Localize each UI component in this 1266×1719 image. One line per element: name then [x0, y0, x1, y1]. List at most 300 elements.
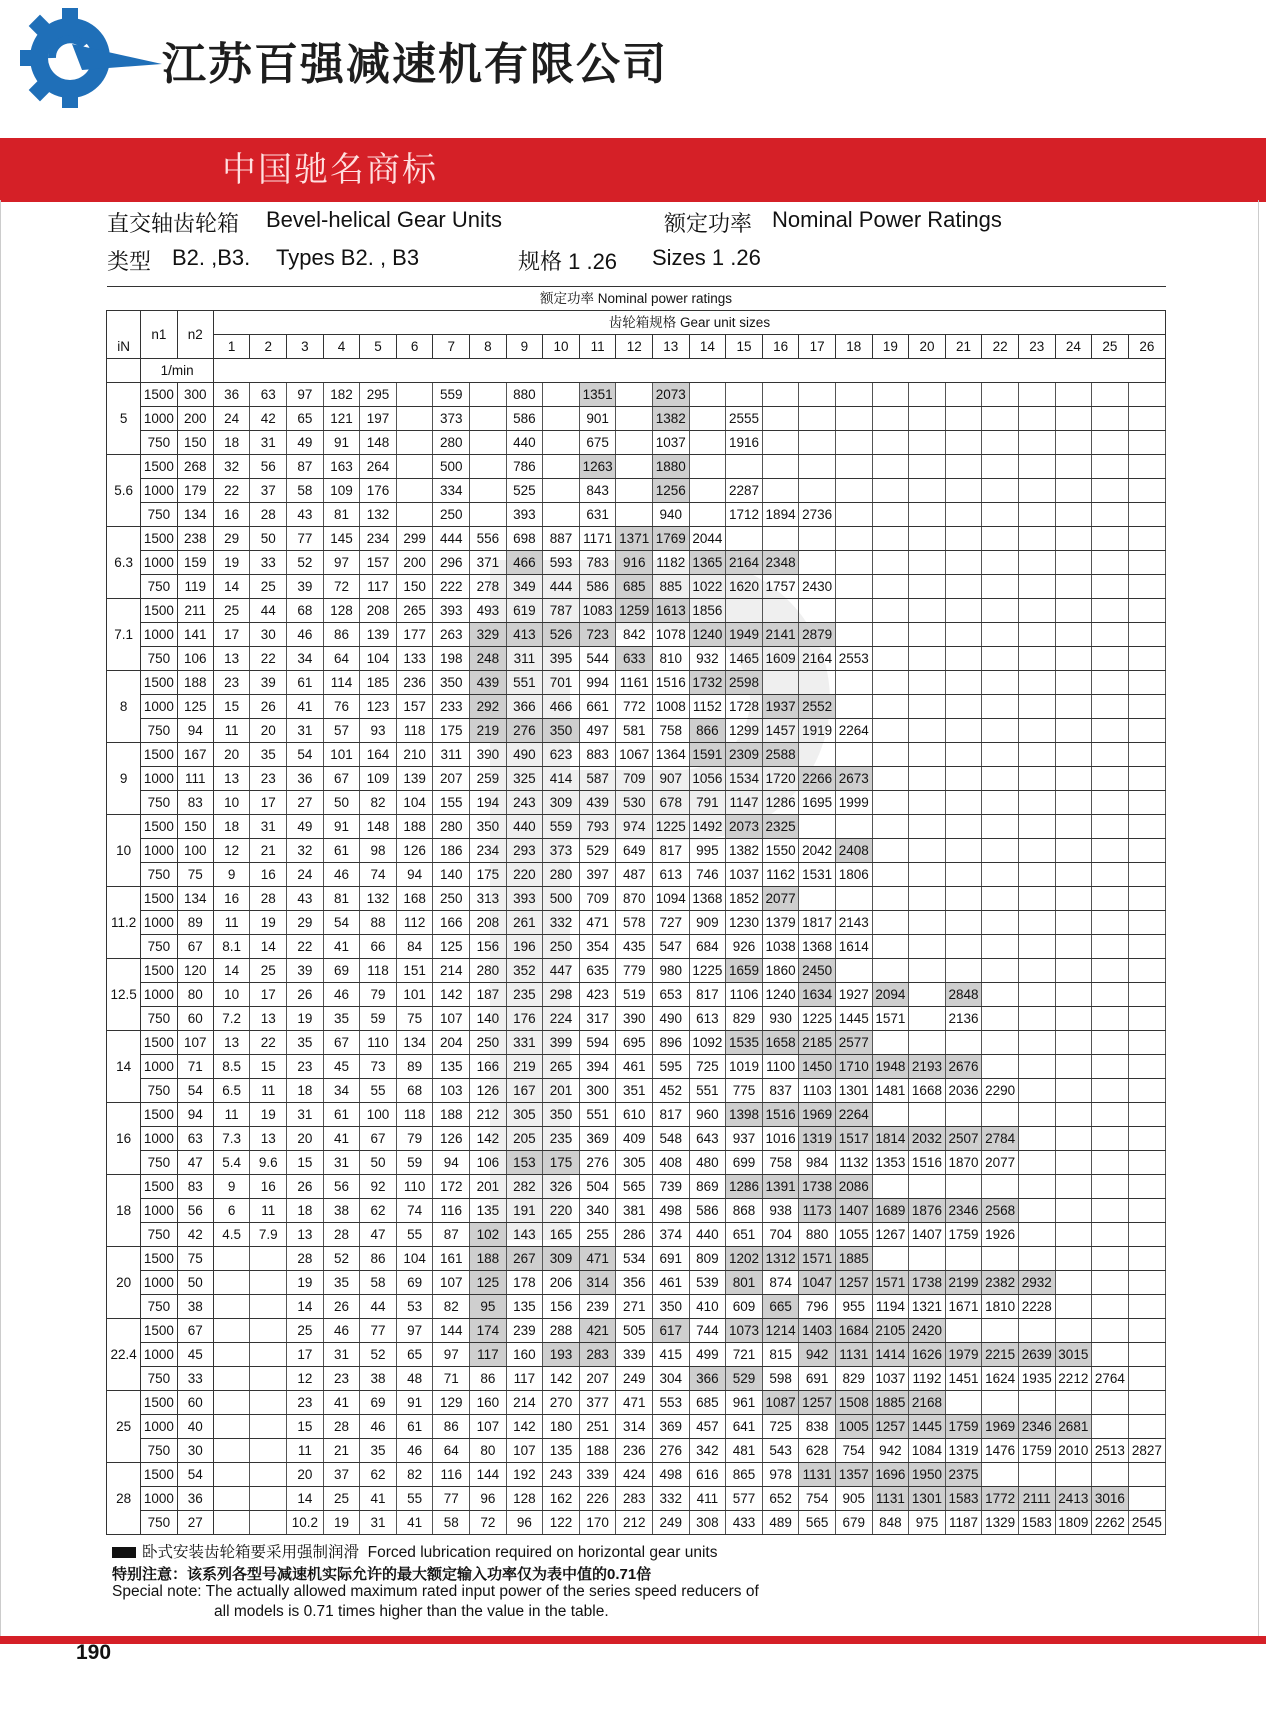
- value-cell: 907: [653, 767, 690, 791]
- table-row: [107, 719, 1166, 743]
- value-cell: 325: [506, 767, 543, 791]
- value-cell: 22: [287, 935, 324, 959]
- value-cell: 530: [616, 791, 653, 815]
- value-cell: 544: [579, 647, 616, 671]
- value-cell: [1092, 695, 1129, 719]
- value-cell: 1948: [872, 1055, 909, 1079]
- value-cell: [982, 383, 1019, 407]
- value-cell: 2168: [909, 1391, 946, 1415]
- value-cell: 67: [323, 1031, 360, 1055]
- table-row: [107, 1151, 1166, 1175]
- value-cell: [1055, 551, 1092, 575]
- value-cell: 721: [726, 1343, 763, 1367]
- value-cell: [1018, 1199, 1055, 1223]
- value-cell: 166: [433, 911, 470, 935]
- value-cell: [909, 743, 946, 767]
- value-cell: [1018, 1151, 1055, 1175]
- value-cell: [835, 815, 872, 839]
- value-cell: 439: [470, 671, 507, 695]
- value-cell: 2044: [689, 527, 726, 551]
- title-cn: 直交轴齿轮箱: [107, 211, 240, 236]
- value-cell: [1128, 935, 1165, 959]
- value-cell: [213, 1463, 250, 1487]
- table-row: [107, 671, 1166, 695]
- value-cell: 1769: [653, 527, 690, 551]
- value-cell: 97: [396, 1319, 433, 1343]
- value-cell: 109: [323, 479, 360, 503]
- value-cell: 37: [323, 1463, 360, 1487]
- value-cell: [1055, 863, 1092, 887]
- value-cell: 439: [579, 791, 616, 815]
- value-cell: 796: [799, 1295, 836, 1319]
- table-row: [107, 575, 1166, 599]
- value-cell: 61: [323, 839, 360, 863]
- value-cell: [909, 959, 946, 983]
- value-cell: 15: [287, 1151, 324, 1175]
- value-cell: [945, 959, 982, 983]
- value-cell: 116: [433, 1199, 470, 1223]
- value-cell: [799, 431, 836, 455]
- value-cell: 2141: [762, 623, 799, 647]
- value-cell: 377: [579, 1391, 616, 1415]
- value-cell: 2568: [982, 1199, 1019, 1223]
- value-cell: 1329: [982, 1511, 1019, 1535]
- value-cell: 30: [250, 623, 287, 647]
- value-cell: 163: [323, 455, 360, 479]
- value-cell: 1658: [762, 1031, 799, 1055]
- value-cell: 880: [799, 1223, 836, 1247]
- n2-cell: 107: [177, 1031, 213, 1055]
- value-cell: 1583: [945, 1487, 982, 1511]
- value-cell: [872, 863, 909, 887]
- value-cell: [689, 479, 726, 503]
- value-cell: 628: [799, 1439, 836, 1463]
- value-cell: 356: [616, 1271, 653, 1295]
- value-cell: [1128, 1199, 1165, 1223]
- n1-cell: 1500: [141, 671, 177, 695]
- value-cell: 1626: [909, 1343, 946, 1367]
- value-cell: 176: [506, 1007, 543, 1031]
- value-cell: 31: [250, 815, 287, 839]
- value-cell: 1225: [689, 959, 726, 983]
- n2-cell: 94: [177, 719, 213, 743]
- value-cell: 52: [360, 1343, 397, 1367]
- value-cell: [909, 407, 946, 431]
- value-cell: 1613: [653, 599, 690, 623]
- value-cell: 1055: [835, 1223, 872, 1247]
- value-cell: 2032: [909, 1127, 946, 1151]
- value-cell: 1022: [689, 575, 726, 599]
- value-cell: [1128, 983, 1165, 1007]
- n2-cell: 50: [177, 1271, 213, 1295]
- value-cell: 1457: [762, 719, 799, 743]
- value-cell: [1092, 791, 1129, 815]
- value-cell: [543, 431, 580, 455]
- value-cell: 82: [396, 1463, 433, 1487]
- value-cell: [945, 647, 982, 671]
- value-cell: 1073: [726, 1319, 763, 1343]
- value-cell: 29: [213, 527, 250, 551]
- value-cell: 551: [506, 671, 543, 695]
- value-cell: 88: [360, 911, 397, 935]
- value-cell: 661: [579, 695, 616, 719]
- value-cell: [835, 959, 872, 983]
- value-cell: 50: [323, 791, 360, 815]
- value-cell: [1128, 383, 1165, 407]
- value-cell: 1414: [872, 1343, 909, 1367]
- value-cell: 1391: [762, 1175, 799, 1199]
- value-cell: [1055, 383, 1092, 407]
- value-cell: 82: [433, 1295, 470, 1319]
- value-cell: 758: [653, 719, 690, 743]
- slogan-band: [0, 138, 1266, 202]
- size-header: 20: [909, 335, 946, 359]
- value-cell: 1684: [835, 1319, 872, 1343]
- value-cell: [909, 767, 946, 791]
- value-cell: 577: [726, 1487, 763, 1511]
- value-cell: [799, 527, 836, 551]
- value-cell: 155: [433, 791, 470, 815]
- value-cell: 2077: [982, 1151, 1019, 1175]
- value-cell: 142: [543, 1367, 580, 1391]
- value-cell: 374: [653, 1223, 690, 1247]
- value-cell: [872, 935, 909, 959]
- value-cell: 41: [323, 1391, 360, 1415]
- value-cell: 46: [323, 1319, 360, 1343]
- value-cell: 58: [360, 1271, 397, 1295]
- value-cell: 440: [689, 1223, 726, 1247]
- value-cell: 59: [360, 1007, 397, 1031]
- value-cell: 188: [579, 1439, 616, 1463]
- value-cell: [1018, 1079, 1055, 1103]
- value-cell: 148: [360, 815, 397, 839]
- value-cell: 9: [213, 863, 250, 887]
- ratio-cell: 5.6: [107, 455, 141, 527]
- value-cell: 613: [689, 1007, 726, 1031]
- value-cell: 1005: [835, 1415, 872, 1439]
- value-cell: [1092, 551, 1129, 575]
- value-cell: [799, 551, 836, 575]
- table-row: [107, 791, 1166, 815]
- value-cell: [872, 1247, 909, 1271]
- value-cell: 212: [470, 1103, 507, 1127]
- value-cell: [982, 1031, 1019, 1055]
- value-cell: 192: [506, 1463, 543, 1487]
- value-cell: 2185: [799, 1031, 836, 1055]
- value-cell: 1550: [762, 839, 799, 863]
- value-cell: 133: [396, 647, 433, 671]
- value-cell: [1092, 743, 1129, 767]
- value-cell: 298: [543, 983, 580, 1007]
- n1-cell: 750: [141, 935, 177, 959]
- value-cell: 67: [360, 1127, 397, 1151]
- value-cell: [909, 1031, 946, 1055]
- value-cell: 424: [616, 1463, 653, 1487]
- table-row: [107, 695, 1166, 719]
- size-header: 4: [323, 335, 360, 359]
- value-cell: 1876: [909, 1199, 946, 1223]
- size-header: 2: [250, 335, 287, 359]
- value-cell: [470, 407, 507, 431]
- value-cell: [1092, 647, 1129, 671]
- value-cell: 466: [506, 551, 543, 575]
- value-cell: 704: [762, 1223, 799, 1247]
- value-cell: [213, 1487, 250, 1511]
- n2-cell: 36: [177, 1487, 213, 1511]
- value-cell: 643: [689, 1127, 726, 1151]
- legend-note: [112, 1540, 717, 1562]
- n1-cell: 750: [141, 647, 177, 671]
- n1-cell: 1500: [141, 383, 177, 407]
- value-cell: [470, 455, 507, 479]
- n1-cell: 750: [141, 1511, 177, 1535]
- value-cell: [945, 1103, 982, 1127]
- value-cell: 1969: [982, 1415, 1019, 1439]
- value-cell: [1055, 575, 1092, 599]
- value-cell: 2513: [1092, 1439, 1129, 1463]
- value-cell: 23: [287, 1055, 324, 1079]
- value-cell: [1128, 503, 1165, 527]
- value-cell: 1321: [909, 1295, 946, 1319]
- value-cell: [909, 983, 946, 1007]
- value-cell: 292: [470, 695, 507, 719]
- value-cell: [1018, 959, 1055, 983]
- value-cell: 1382: [653, 407, 690, 431]
- value-cell: 1364: [653, 743, 690, 767]
- value-cell: [909, 719, 946, 743]
- value-cell: 293: [506, 839, 543, 863]
- value-cell: 1225: [653, 815, 690, 839]
- value-cell: [213, 1295, 250, 1319]
- value-cell: 13: [213, 1031, 250, 1055]
- n1-cell: 1500: [141, 599, 177, 623]
- value-cell: 526: [543, 623, 580, 647]
- value-cell: [872, 719, 909, 743]
- value-cell: 556: [470, 527, 507, 551]
- value-cell: 87: [433, 1223, 470, 1247]
- value-cell: 35: [250, 743, 287, 767]
- value-cell: 868: [726, 1199, 763, 1223]
- value-cell: 1240: [762, 983, 799, 1007]
- value-cell: [1018, 719, 1055, 743]
- value-cell: 1476: [982, 1439, 1019, 1463]
- value-cell: 329: [470, 623, 507, 647]
- value-cell: 79: [360, 983, 397, 1007]
- value-cell: 104: [396, 791, 433, 815]
- value-cell: 10: [213, 791, 250, 815]
- ratio-cell: 12.5: [107, 959, 141, 1031]
- table-row: [107, 1103, 1166, 1127]
- value-cell: 114: [323, 671, 360, 695]
- value-cell: [1018, 1031, 1055, 1055]
- n1-cell: 1000: [141, 1343, 177, 1367]
- value-cell: 276: [506, 719, 543, 743]
- value-cell: 28: [323, 1223, 360, 1247]
- value-cell: 1949: [726, 623, 763, 647]
- value-cell: [543, 479, 580, 503]
- value-cell: 250: [433, 503, 470, 527]
- value-cell: 36: [287, 767, 324, 791]
- value-cell: 261: [506, 911, 543, 935]
- value-cell: [909, 455, 946, 479]
- value-cell: 754: [799, 1487, 836, 1511]
- size-header: 1: [213, 335, 250, 359]
- value-cell: [762, 431, 799, 455]
- value-cell: [909, 383, 946, 407]
- value-cell: 1591: [689, 743, 726, 767]
- value-cell: [872, 599, 909, 623]
- value-cell: 1407: [909, 1223, 946, 1247]
- value-cell: 65: [287, 407, 324, 431]
- value-cell: [872, 1031, 909, 1055]
- value-cell: 837: [762, 1079, 799, 1103]
- value-cell: 41: [360, 1487, 397, 1511]
- value-cell: 49: [287, 431, 324, 455]
- value-cell: 280: [543, 863, 580, 887]
- value-cell: [250, 1247, 287, 1271]
- value-cell: 42: [250, 407, 287, 431]
- value-cell: 2346: [1018, 1415, 1055, 1439]
- value-cell: [909, 527, 946, 551]
- n1-cell: 750: [141, 503, 177, 527]
- value-cell: 92: [360, 1175, 397, 1199]
- value-cell: 296: [433, 551, 470, 575]
- value-cell: 17: [250, 983, 287, 1007]
- value-cell: 1301: [835, 1079, 872, 1103]
- unit-spacer: [107, 359, 141, 383]
- value-cell: 205: [506, 1127, 543, 1151]
- value-cell: [1128, 407, 1165, 431]
- value-cell: 295: [360, 383, 397, 407]
- value-cell: 220: [506, 863, 543, 887]
- value-cell: 77: [287, 527, 324, 551]
- value-cell: 1809: [1055, 1511, 1092, 1535]
- table-row: [107, 1175, 1166, 1199]
- value-cell: 652: [762, 1487, 799, 1511]
- value-cell: 72: [470, 1511, 507, 1535]
- value-cell: 86: [323, 623, 360, 647]
- value-cell: [982, 767, 1019, 791]
- value-cell: 219: [506, 1055, 543, 1079]
- value-cell: 653: [653, 983, 690, 1007]
- value-cell: [616, 479, 653, 503]
- table-row: [107, 1031, 1166, 1055]
- value-cell: [1092, 407, 1129, 431]
- n2-cell: 54: [177, 1079, 213, 1103]
- value-cell: [1092, 1127, 1129, 1151]
- value-cell: 393: [506, 503, 543, 527]
- value-cell: 239: [579, 1295, 616, 1319]
- value-cell: 97: [323, 551, 360, 575]
- value-cell: 838: [799, 1415, 836, 1439]
- value-cell: 350: [543, 1103, 580, 1127]
- value-cell: [1092, 527, 1129, 551]
- value-cell: 96: [470, 1487, 507, 1511]
- value-cell: 166: [470, 1055, 507, 1079]
- value-cell: [945, 839, 982, 863]
- n1-cell: 1500: [141, 743, 177, 767]
- value-cell: 1131: [872, 1487, 909, 1511]
- value-cell: 278: [470, 575, 507, 599]
- n2-cell: 200: [177, 407, 213, 431]
- value-cell: 1132: [835, 1151, 872, 1175]
- value-cell: [1018, 1055, 1055, 1079]
- value-cell: 191: [506, 1199, 543, 1223]
- value-cell: 1106: [726, 983, 763, 1007]
- value-cell: 932: [689, 647, 726, 671]
- value-cell: [1055, 1079, 1092, 1103]
- value-cell: 444: [543, 575, 580, 599]
- value-cell: [250, 1487, 287, 1511]
- value-cell: 198: [433, 647, 470, 671]
- ratio-cell: 18: [107, 1175, 141, 1247]
- value-cell: 390: [616, 1007, 653, 1031]
- value-cell: 2598: [726, 671, 763, 695]
- value-cell: 16: [213, 887, 250, 911]
- value-cell: [470, 479, 507, 503]
- table-subcaption: 齿轮箱规格 Gear unit sizes: [213, 311, 1165, 335]
- value-cell: 206: [543, 1271, 580, 1295]
- value-cell: 234: [470, 839, 507, 863]
- value-cell: 339: [579, 1463, 616, 1487]
- value-cell: 38: [360, 1367, 397, 1391]
- value-cell: 224: [543, 1007, 580, 1031]
- value-cell: 1016: [762, 1127, 799, 1151]
- value-cell: 974: [616, 815, 653, 839]
- value-cell: [945, 383, 982, 407]
- table-row: [107, 1367, 1166, 1391]
- value-cell: 678: [653, 791, 690, 815]
- value-cell: 342: [689, 1439, 726, 1463]
- value-cell: [945, 911, 982, 935]
- value-cell: 6: [213, 1199, 250, 1223]
- value-cell: 1147: [726, 791, 763, 815]
- value-cell: 1192: [909, 1367, 946, 1391]
- value-cell: [1055, 1295, 1092, 1319]
- value-cell: 15: [213, 695, 250, 719]
- value-cell: 126: [433, 1127, 470, 1151]
- value-cell: [726, 383, 763, 407]
- value-cell: 940: [653, 503, 690, 527]
- value-cell: 118: [396, 719, 433, 743]
- value-cell: 9: [213, 1175, 250, 1199]
- n2-cell: 106: [177, 647, 213, 671]
- value-cell: 498: [653, 1199, 690, 1223]
- value-cell: 1516: [653, 671, 690, 695]
- value-cell: [470, 431, 507, 455]
- value-cell: 87: [287, 455, 324, 479]
- value-cell: 1162: [762, 863, 799, 887]
- value-cell: 366: [689, 1367, 726, 1391]
- value-cell: 1037: [872, 1367, 909, 1391]
- value-cell: 2073: [653, 383, 690, 407]
- value-cell: 170: [579, 1511, 616, 1535]
- value-cell: 271: [616, 1295, 653, 1319]
- value-cell: [1128, 647, 1165, 671]
- page-number: 190: [76, 1641, 112, 1664]
- value-cell: 1257: [872, 1415, 909, 1439]
- n2-cell: 33: [177, 1367, 213, 1391]
- n1-cell: 1500: [141, 1391, 177, 1415]
- n1-cell: 1000: [141, 1271, 177, 1295]
- value-cell: 415: [653, 1343, 690, 1367]
- value-cell: [1092, 863, 1129, 887]
- value-cell: 1353: [872, 1151, 909, 1175]
- value-cell: [1128, 1487, 1165, 1511]
- value-cell: 235: [506, 983, 543, 1007]
- value-cell: [909, 815, 946, 839]
- value-cell: [1018, 623, 1055, 647]
